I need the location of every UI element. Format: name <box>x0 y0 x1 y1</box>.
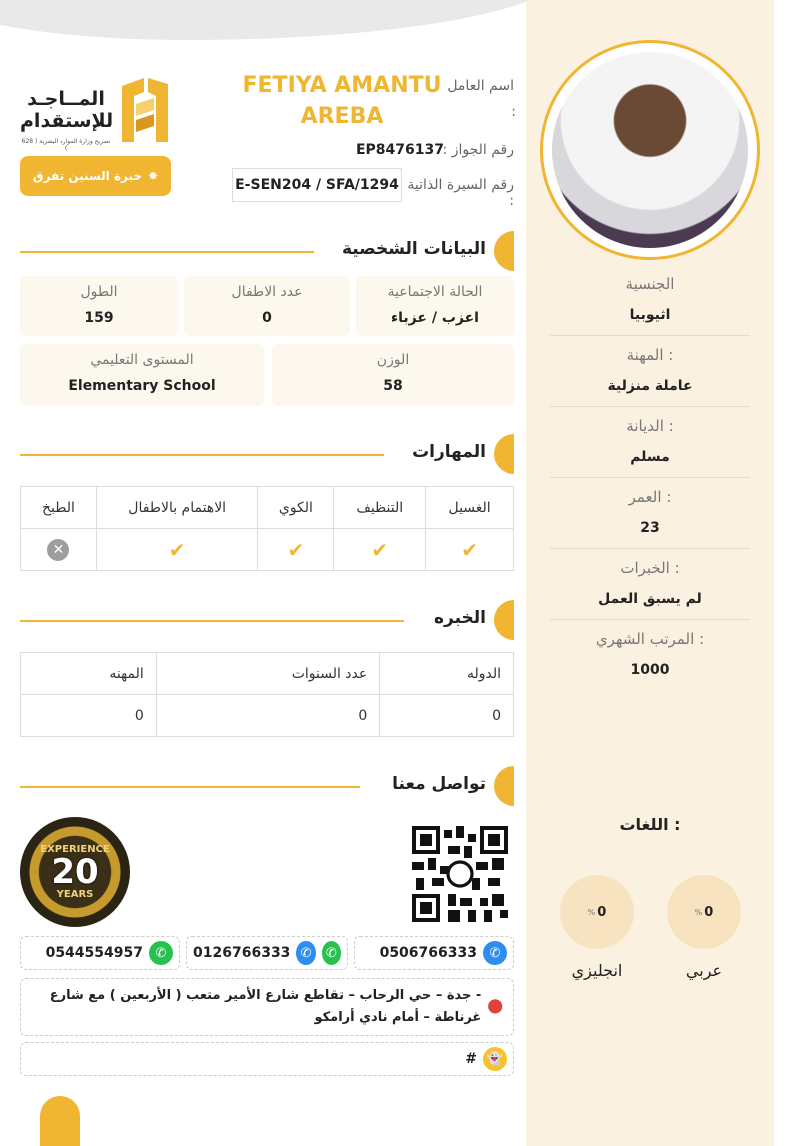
worker-photo-frame <box>540 40 760 260</box>
children-value: 0 <box>262 310 272 326</box>
nationality-label: الجنسية <box>625 275 675 293</box>
language-arabic-level: % 0 <box>667 875 741 949</box>
location-pin-icon: ⬤ <box>487 998 503 1014</box>
check-icon: ✔ <box>461 537 478 562</box>
age-item <box>550 478 750 549</box>
salary-value: 1000 <box>630 662 670 678</box>
cv-number: E-SEN204 / SFA/1294 <box>232 168 402 202</box>
badge-number: 20 <box>51 852 99 892</box>
profession-value: عاملة منزلية <box>607 378 693 394</box>
personal-section-title: البيانات الشخصية <box>341 239 486 259</box>
education-value: Elementary School <box>68 378 216 394</box>
experience-row <box>21 695 514 737</box>
profession-label: المهنة : <box>626 346 674 364</box>
worker-photo <box>552 52 748 248</box>
experience-section-title: الخبره <box>433 608 486 628</box>
skill-header-ironing: الكوي <box>258 487 334 529</box>
passport-label: رقم الجواز : <box>442 142 514 158</box>
whatsapp-icon: ✆ <box>149 941 173 965</box>
bottom-decoration <box>40 1096 80 1146</box>
phone-icon: ✆ <box>483 941 507 965</box>
height-label: الطول <box>80 284 118 300</box>
badge-ring-text: EXPERIENCE <box>40 844 110 855</box>
language-arabic <box>667 875 741 980</box>
age-label: العمر : <box>628 488 672 506</box>
contact-section-title: تواصل معنا <box>392 774 486 794</box>
skills-table <box>20 486 514 571</box>
education-card <box>20 344 264 406</box>
age-value: 23 <box>640 520 660 536</box>
phone-number-3[interactable]: 0544554957 <box>45 945 143 961</box>
experience-item <box>550 549 750 620</box>
language-english-name: انجليزي <box>571 961 623 980</box>
profession-item <box>550 336 750 407</box>
phone-contact-2[interactable] <box>186 936 348 970</box>
qr-code-icon[interactable] <box>412 826 508 922</box>
whatsapp-icon: ✆ <box>322 941 341 965</box>
worker-name: FETIYA AMANTU AREBA <box>242 73 442 129</box>
phone-number-1[interactable]: 0506766333 <box>379 945 477 961</box>
top-decoration <box>0 0 560 40</box>
experience-table <box>20 652 514 737</box>
address-box <box>20 978 514 1036</box>
phone-number-2[interactable]: 0126766333 <box>193 945 291 961</box>
personal-section-header <box>20 231 514 271</box>
experience-country: 0 <box>380 695 514 737</box>
weight-label: الوزن <box>376 352 410 368</box>
worker-name-colon: : <box>511 104 516 120</box>
marital-value: اعزب / عزباء <box>391 310 479 326</box>
logo-wordmark: المــاجـد للإستقدام <box>20 88 114 132</box>
cv-label: رقم السيرة الذاتية : <box>407 177 514 209</box>
phone-contact-3[interactable] <box>20 936 180 970</box>
experience-job: 0 <box>21 695 157 737</box>
education-label: المستوى التعليمي <box>90 352 194 368</box>
snapchat-icon: 👻 <box>483 1047 507 1071</box>
weight-value: 58 <box>383 378 403 394</box>
skill-header-washing: الغسيل <box>426 487 514 529</box>
religion-value: مسلم <box>630 449 670 465</box>
language-arabic-name: عربي <box>685 961 723 980</box>
experience-badge <box>20 817 130 927</box>
experience-value: لم يسبق العمل <box>598 591 702 607</box>
skill-header-childcare: الاهتمام بالاطفال <box>96 487 258 529</box>
experience-header-job: المهنه <box>21 653 157 695</box>
tagline-button <box>20 156 171 196</box>
marital-label: الحالة الاجتماعية <box>387 284 483 300</box>
language-english <box>560 875 634 980</box>
check-icon: ✔ <box>168 537 186 562</box>
height-card <box>20 276 178 336</box>
skills-value-row <box>21 529 514 571</box>
weight-card <box>272 344 514 406</box>
experience-years: 0 <box>156 695 380 737</box>
check-icon: ✔ <box>287 537 305 562</box>
nationality-value: اثيوبيا <box>629 307 671 323</box>
worker-name-label: اسم العامل <box>447 78 514 94</box>
languages-title: اللغات : <box>619 815 681 834</box>
snapchat-handle[interactable]: # <box>465 1051 477 1067</box>
tagline-text: خبرة السنين تفرق <box>32 169 143 183</box>
contact-section-header <box>20 766 514 806</box>
salary-label: المرتب الشهري : <box>595 630 705 648</box>
skills-section-header <box>20 434 514 474</box>
experience-header-country: الدوله <box>380 653 514 695</box>
religion-label: الديانة : <box>626 417 674 435</box>
nationality-item <box>550 265 750 336</box>
logo-license: تصريح وزارة الموارد البشرية ( 628 ) <box>21 138 111 152</box>
experience-label: الخبرات : <box>620 559 680 577</box>
phone-contact-1[interactable] <box>354 936 514 970</box>
cross-icon: ✕ <box>47 539 69 561</box>
children-card <box>184 276 350 336</box>
skill-header-cleaning: التنظيف <box>334 487 426 529</box>
badge-word: YEARS <box>56 889 94 900</box>
company-logo <box>20 76 172 156</box>
logo-mark-icon <box>118 76 172 146</box>
religion-item <box>550 407 750 478</box>
address-text: - جدة – حي الرحاب – تقاطع شارع الأمير متعب ( الأربعين ) مع شارع غرناطة – أمام نادي أرامكو <box>49 988 482 1025</box>
passport-number: EP8476137 <box>355 142 444 158</box>
salary-item <box>550 620 750 690</box>
phone-icon: ✆ <box>296 941 315 965</box>
height-value: 159 <box>84 310 114 326</box>
experience-header-row <box>21 653 514 695</box>
sidebar-details <box>550 265 750 690</box>
snapchat-box[interactable] <box>20 1042 514 1076</box>
experience-header-years: عدد السنوات <box>156 653 380 695</box>
language-english-level: % 0 <box>560 875 634 949</box>
check-icon: ✔ <box>371 537 389 562</box>
skills-section-title: المهارات <box>412 442 486 462</box>
skills-header-row <box>21 487 514 529</box>
marital-card <box>356 276 514 336</box>
sparkle-icon: ✸ <box>148 169 159 183</box>
skill-header-cooking: الطبخ <box>21 487 97 529</box>
children-label: عدد الاطفال <box>231 284 303 300</box>
experience-section-header <box>20 600 514 640</box>
